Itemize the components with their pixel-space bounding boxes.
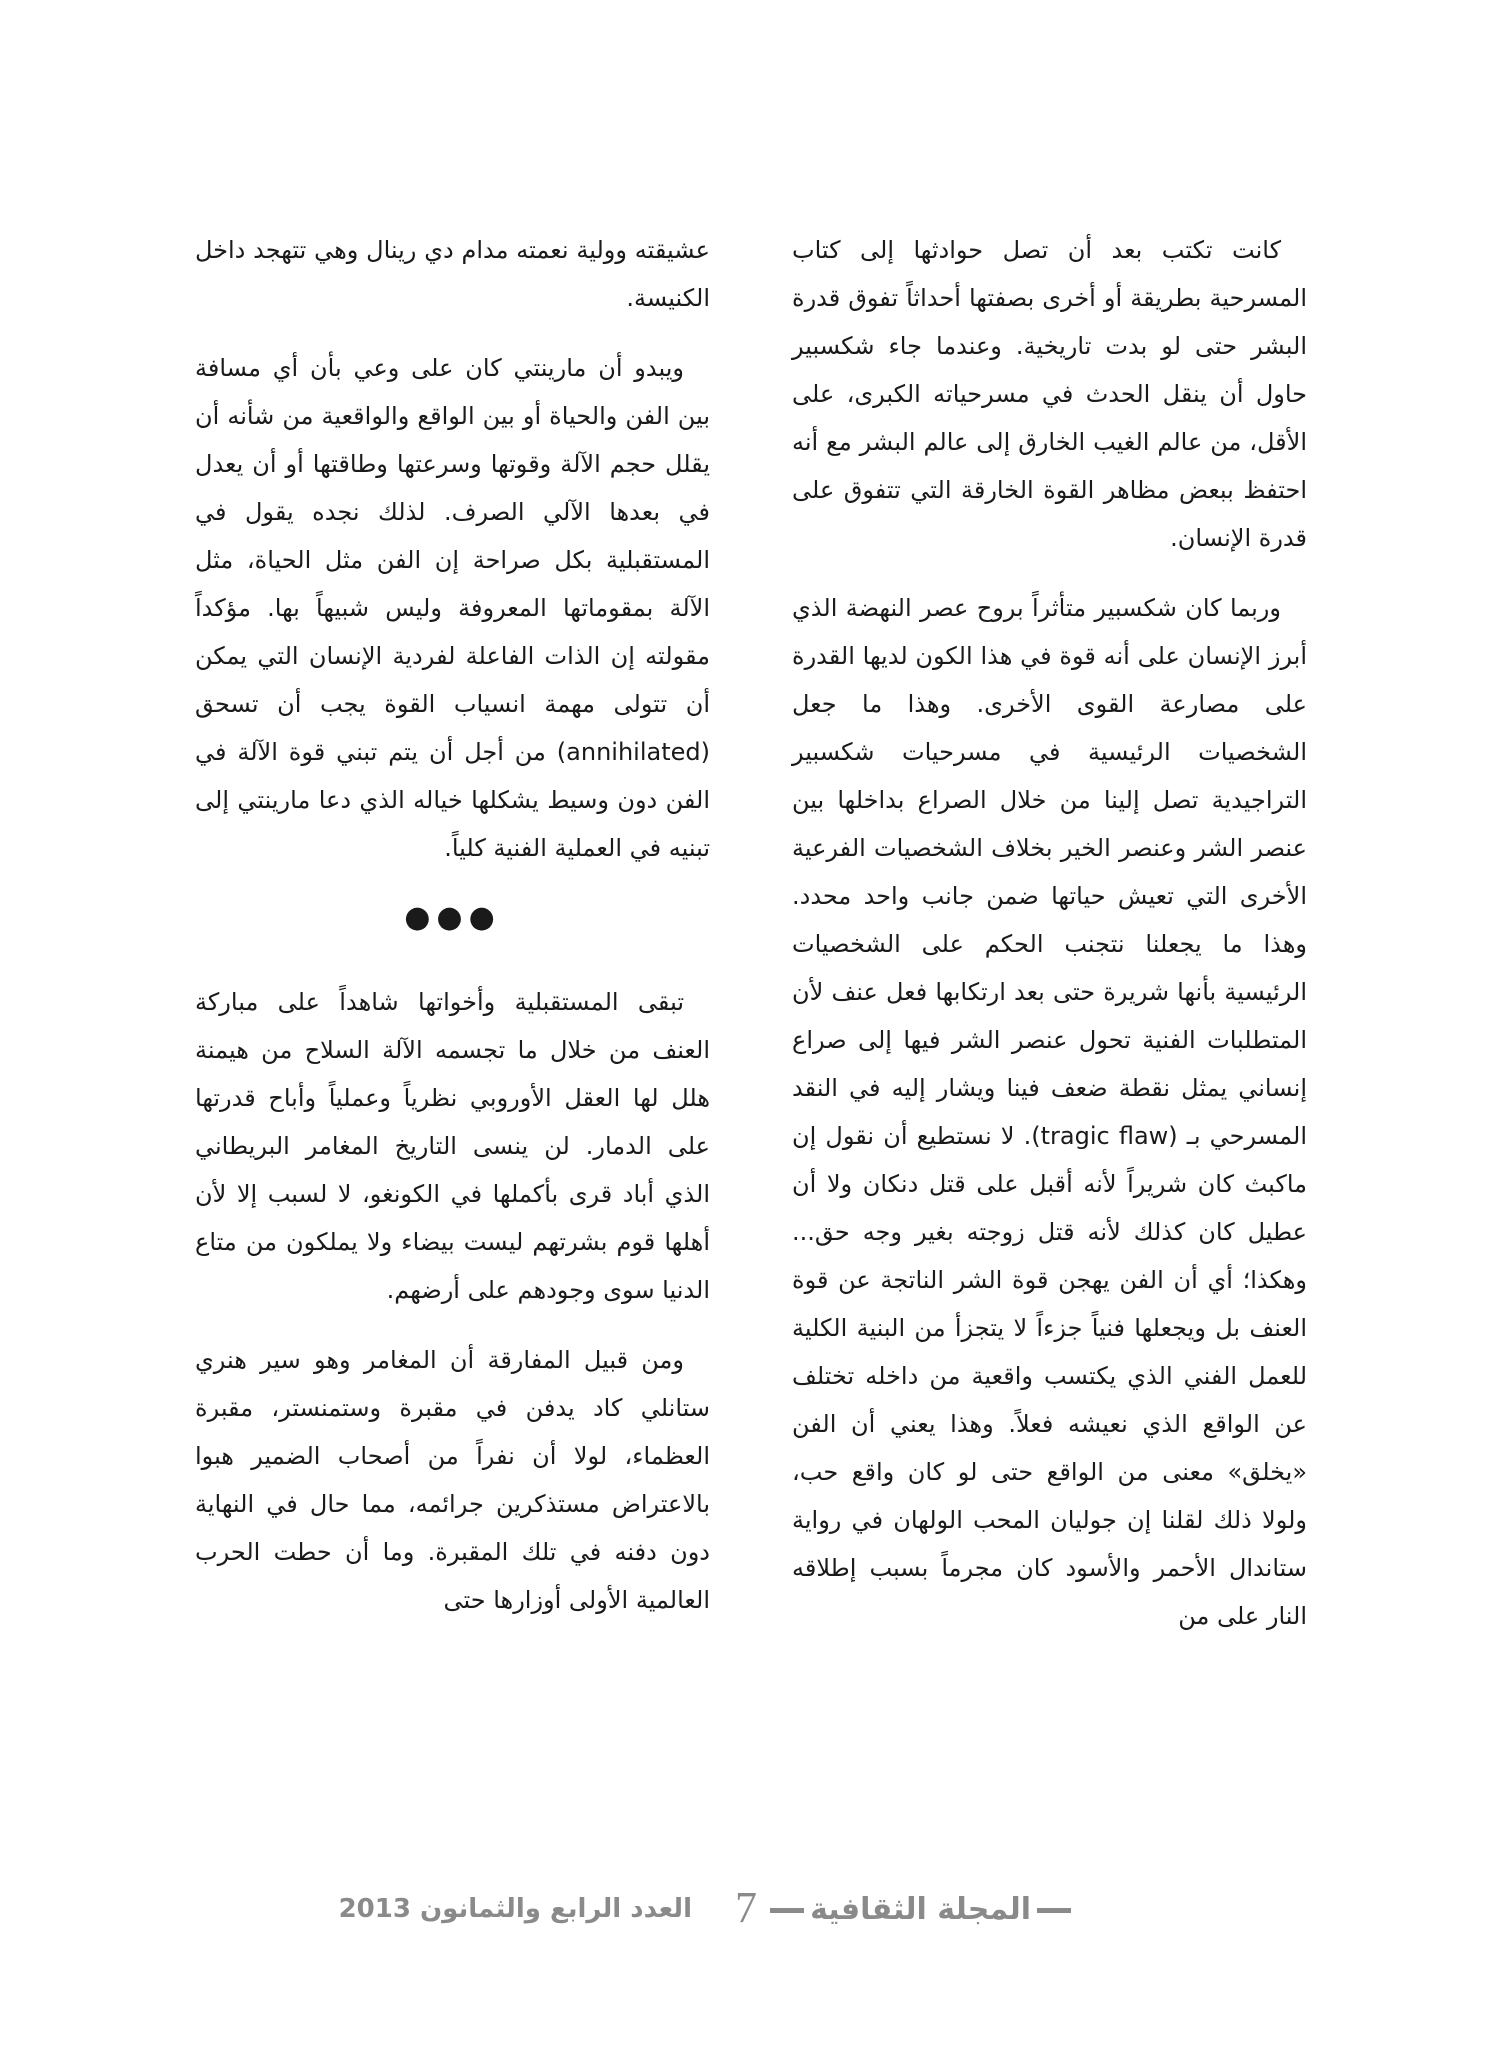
article-paragraph: تبقى المستقبلية وأخواتها شاهداً على مباركة العنف من خلال ما تجسمه الآلة السلاح من هيمنة هلل لها العقل الأوروبي نظرياً وعملياً وأباح قدرتها على الدمار. لن ينسى التاريخ المغامر البريطاني الذي أباد قرى بأكملها في الكونغو، لا لسبب إلا لأن أهلها قوم بشرتهم ليست بيضاء ولا يملكون من متاع الدنيا سوى وجودهم على أرضهم. [195,988,710,1304]
article-paragraph: وربما كان شكسبير متأثراً بروح عصر النهضة الذي أبرز الإنسان على أنه قوة في هذا الكون لديها القدرة على مصارعة القوى الأخرى. وهذا ما جعل الشخصيات الرئيسية في مسرحيات شكسبير التراجيدية تصل إلينا من خلال الصراع بداخلها بين عنصر الشر وعنصر الخير بخلاف الشخصيات الفرعية الأخرى التي تعيش حياتها ضمن جانب واحد محدد. وهذا ما يجعلنا نتجنب الحكم على الشخصيات الرئيسية بأنها شريرة حتى بعد ارتكابها فعل عنف لأن المتطلبات الفنية تحول عنصر الشر فيها إلى صراع إنساني يمثل نقطة ضعف فينا ويشار إليه في النقد المسرحي بـ (tragic flaw). لا نستطيع أن نقول إن ماكبث كان شريراً لأنه أقبل على قتل دنكان ولا أن عطيل كان كذلك لأنه قتل زوجته بغير وجه حق... وهكذا؛ أي أن الفن يهجن قوة الشر الناتجة عن قوة العنف بل ويجعلها فنياً جزءاً لا يتجزأ من البنية الكلية للعمل الفني الذي يكتسب واقعية من داخله تختلف عن الواقع الذي نعيشه فعلاً. وهذا يعني أن الفن «يخلق» معنى من الواقع حتى لو كان واقع حب، ولولا ذلك لقلنا إن جوليان المحب الولهان في رواية ستاندال الأحمر والأسود كان مجرماً بسبب إطلاقه النار على من [792,594,1307,1630]
article-paragraph: ومن قبيل المفارقة أن المغامر وهو سير هنري ستانلي كاد يدفن في مقبرة وستمنستر، مقبرة العظماء، لولا أن نفراً من أصحاب الضمير هبوا بالاعتراض مستذكرين جرائمه، مما حال في النهاية دون دفنه في تلك المقبرة. وما أن حطت الحرب العالمية الأولى أوزارها حتى [195,1346,710,1614]
brand-bar-decoration [770,1908,804,1913]
magazine-brand [764,1892,1077,1927]
issue-label: العدد الرابع والثمانون 2013 [338,1894,692,1924]
section-separator: ●●● [404,900,501,935]
article-paragraph: كانت تكتب بعد أن تصل حوادثها إلى كتاب المسرحية بطريقة أو أخرى بصفتها أحداثاً تفوق قدرة البشر حتى لو بدت تاريخية. وعندما جاء شكسبير حاول أن ينقل الحدث في مسرحياته الكبرى، على الأقل، من عالم الغيب الخارق إلى عالم البشر مع أنه احتفظ ببعض مظاهر القوة الخارقة التي تتفوق على قدرة الإنسان. [792,236,1307,552]
magazine-brand-label: المجلة الثقافية [810,1892,1031,1927]
page-number: 7 [735,1883,757,1932]
brand-bar-decoration [1037,1908,1071,1913]
page-footer [0,1882,1497,1942]
article-paragraph: ويبدو أن مارينتي كان على وعي بأن أي مسافة بين الفن والحياة أو بين الواقع والواقعية من شأنه أن يقلل حجم الآلة وقوتها وسرعتها وطاقتها أو أن يعدل في بعدها الآلي الصرف. لذلك نجده يقول في المستقبلية بكل صراحة إن الفن مثل الحياة، مثل الآلة بمقوماتها المعروفة وليس شبيهاً بها. مؤكداً مقولته إن الذات الفاعلة لفردية الإنسان التي يمكن أن تتولى مهمة انسياب القوة يجب أن تسحق (annihilated) من أجل أن يتم تبني قوة الآلة في الفن دون وسيط يشكلها خياله الذي دعا مارينتي إلى تبنيه في العملية الفنية كلياً. [195,354,710,862]
article-paragraph-continued: عشيقته وولية نعمته مدام دي رينال وهي تتهجد داخل الكنيسة. [195,236,710,312]
right-column [792,226,1307,1662]
left-column [195,226,710,1646]
